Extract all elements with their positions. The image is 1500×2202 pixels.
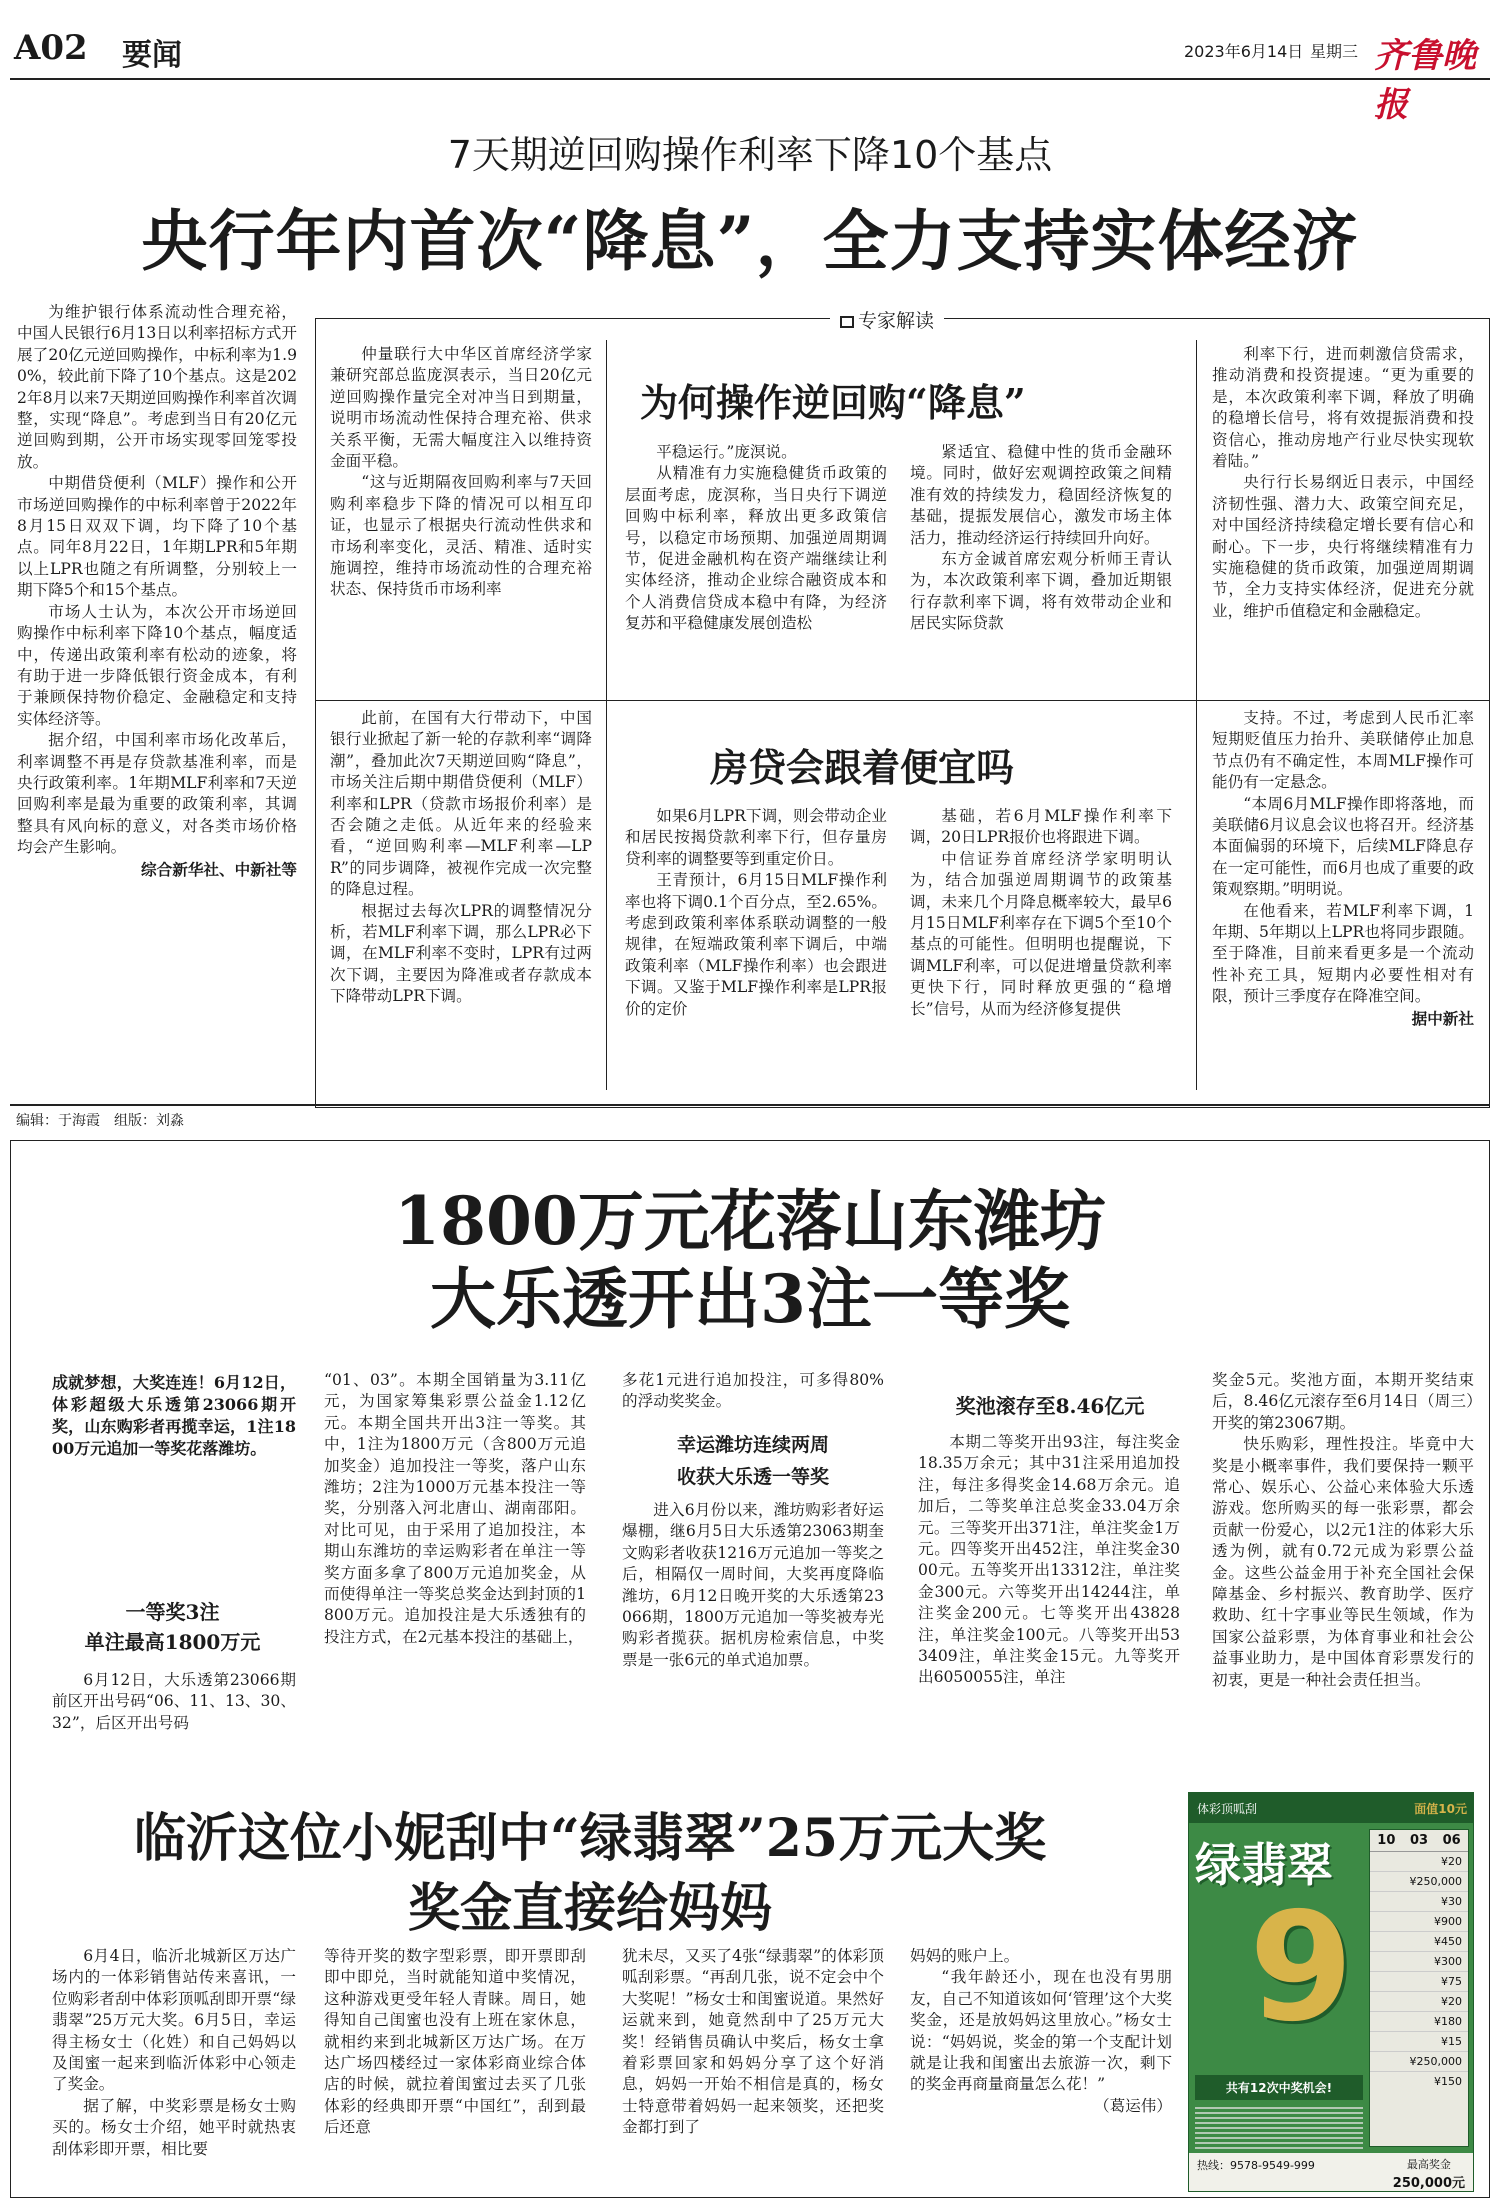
story2-col2 [324, 1370, 586, 1770]
story2-para: 快乐购彩，理性投注。毕竟中大奖是小概率事件，我们要保持一颗平常心、娱乐心、公益心来体验大乐透游戏。您所购买的每一张彩票，都会贡献一份爱心，以2元1注的体彩大乐透为例，就有0.72元成为彩票公益金。这些公益金用于补充全国社会保障基金、乡村振兴、教育助学、医疗救助、红十字事业等民生领域，作为国家公益彩票，为体育事业和社会公益事业助力，是中国体育彩票发行的初衷，更是一种社会责任担当。 [1212, 1435, 1474, 1689]
story2-col3 [622, 1500, 884, 1770]
story2-intro: 成就梦想，大奖连连！6月12日，体彩超级大乐透第23066期开奖，山东购彩者再揽幸运，1注1800万元追加一等奖花落潍坊。 [52, 1373, 296, 1458]
ticket-topbar [1189, 1793, 1474, 1823]
ticket-prize: ¥900 [1370, 1912, 1468, 1932]
ticket-brand: 体彩顶呱刮 [1197, 1802, 1258, 1816]
sub1-para: 东方金诚首席宏观分析师王青认为，本次政策利率下调，叠加近期银行存款利率下调，将有效带动企业和居民实际贷款 [910, 550, 1172, 633]
lead-source: 综合新华社、中新社等 [141, 859, 297, 879]
sub2-para: 在他看来，若MLF利率下调，1年期、5年期以上LPR也将同步跟随。至于降准，目前来看更多是一个流动性补充工具，短期内必要性相对有限，预计三季度存在降准空间。 [1212, 901, 1474, 1006]
story3-col4 [910, 1946, 1172, 2191]
editor-rule [10, 1104, 1490, 1106]
lead-paragraph: 中期借贷便利（MLF）操作和公开市场逆回购操作的中标利率曾于2022年8月15日双双下调，均下降了10个基点。同年8月22日，1年期LPR和5年期以上LPR也随之有所调整，分别较上一期下降5个和15个基点。 [17, 474, 297, 600]
story2-sub-b-1: 幸运潍坊连续两周 [676, 1434, 829, 1456]
story2-para: 多花1元进行追加投注，可多得80%的浮动奖奖金。 [622, 1371, 884, 1411]
story2-sub-a-2: 单注最高1800万元 [84, 1630, 261, 1654]
ticket-number-panel [1369, 1829, 1469, 2147]
box-divider [1196, 340, 1197, 1090]
story2-sub-b-2: 收获大乐透一等奖 [676, 1466, 829, 1488]
ticket-prize: ¥150 [1434, 2075, 1462, 2088]
story3-col2 [324, 1946, 586, 2191]
sub1-title: 为何操作逆回购“降息” [640, 380, 1026, 425]
story2-col3-top [622, 1370, 884, 1414]
ticket-footer-label: 最高奖金 [1406, 2158, 1451, 2171]
scratch-ticket-image [1188, 1792, 1474, 2192]
sub2-para: 基础，若6月MLF操作利率下调，20日LPR报价也将跟进下调。 [910, 807, 1172, 847]
sub2-para: 如果6月LPR下调，则会带动企业和居民按揭贷款利率下行，但存量房贷利率的调整要等到重定价日。 [625, 807, 887, 868]
ticket-prize: ¥250,000 [1370, 2052, 1468, 2072]
box-divider [316, 700, 1489, 701]
story2-sub-a-1: 一等奖3注 [125, 1600, 220, 1624]
ticket-fineprint [1195, 2105, 1363, 2149]
ticket-price: 面值10元 [1414, 1802, 1467, 1816]
ticket-prize: ¥20 [1370, 1992, 1468, 2012]
box-icon [840, 316, 854, 328]
ticket-footer [1189, 2153, 1474, 2192]
story1-lead [17, 302, 297, 1102]
story2-para: 6月12日，大乐透第23066期前区开出号码“06、11、13、30、32”，后区开出号码 [52, 1671, 296, 1732]
sub1-col1 [330, 344, 592, 602]
sub1-para: 紧适宜、稳健中性的货币金融环境。同时，做好宏观调控政策之间精准有效的持续发力，稳固经济恢复的基础，提振发展信心，激发市场主体活力，推动经济运行持续回升向好。 [910, 443, 1172, 547]
issue-date: 2023年6月14日 [1184, 42, 1304, 61]
paper-logo: 齐鲁晚报 [1374, 36, 1476, 125]
story3-para: 犹未尽，又买了4张“绿翡翠”的体彩顶呱刮彩票。“再刮几张，说不定会中个大奖呢！”杨女士和闺蜜说道。果然好运就来到，她竟然刮中了25万元大奖！经销售员确认中奖后，杨女士拿着彩票回家和妈妈分享了这个好消息，妈妈一开始不相信是真的，杨女士特意带着妈妈一起来领奖，还把奖金都打到了 [622, 1947, 884, 2137]
sub2-col3 [910, 806, 1172, 1092]
box-divider [606, 340, 607, 1090]
sub2-col2 [625, 806, 887, 1092]
sub2-para: “本周6月MLF操作即将落地，而美联储6月议息会议也将召开。经济基本面偏弱的环境下，后续MLF降息存在一定可能性，而6月也成了重要的政策观察期。”明明说。 [1212, 794, 1474, 899]
ticket-hotline: 热线：9578-9549-999 [1197, 2159, 1315, 2172]
ticket-prize: ¥75 [1370, 1972, 1468, 1992]
box-label-text: 专家解读 [858, 310, 935, 332]
sub1-para: “这与近期隔夜回购利率与7天回购利率稳步下降的情况可以相互印证，也显示了根据央行流动性供求和市场利率变化，灵活、精准、适时实施调控，维持市场流动性的合理充裕状态、保持货币市场利率 [330, 473, 592, 599]
story3-para: 6月4日，临沂北城新区万达广场内的一体彩销售站传来喜讯，一位购彩者刮中体彩顶呱刮即开票“绿翡翠”25万元大奖。6月5日，幸运得主杨女士（化姓）和自己妈妈以及闺蜜一起来到临沂体彩中心领走了奖金。 [52, 1947, 296, 2094]
story2-col1 [52, 1670, 296, 1770]
ticket-prize: ¥250,000 [1370, 1872, 1468, 1892]
story2-para: 进入6月份以来，潍坊购彩者好运爆棚，继6月5日大乐透第23063期奎文购彩者收获1216万元追加一等奖之后，相隔仅一周时间，大奖再度降临潍坊，6月12日晚开奖的大乐透第23066期，1800万元追加一等奖被寿光购彩者揽获。据机房检索信息，中奖票是一张6元的单式追加票。 [622, 1501, 884, 1669]
sub1-para: 利率下行，进而刺激信贷需求，推动消费和投资提速。“更为重要的是，本次政策利率下调，释放了明确的稳增长信号，将有效提振消费和投资信心，推动房地产行业尽快实现软着陆。” [1212, 345, 1474, 471]
story2-sub-c: 奖池滚存至8.46亿元 [955, 1394, 1145, 1418]
sub1-col2 [625, 442, 887, 682]
ticket-prize: ¥300 [1370, 1952, 1468, 1972]
ticket-prize: ¥450 [1370, 1932, 1468, 1952]
editor-credits: 编辑：于海霞 组版：刘淼 [16, 1113, 184, 1129]
story3-para: 据了解，中奖彩票是杨女士购买的。杨女士介绍，她平时就热衷刮体彩即开票，相比要 [52, 2096, 296, 2158]
ticket-num: 10 [1377, 1833, 1396, 1848]
sub2-para: 根据过去每次LPR的调整情况分析，若MLF利率下调，那么LPR必下调，在MLF利率不变时，LPR有过两次下调，主要因为降准或者存款成本下降带动LPR下调。 [330, 901, 592, 1006]
ticket-prize: ¥20 [1370, 1852, 1468, 1872]
story2-headline-1: 1800万元花落山东潍坊 [394, 1182, 1106, 1260]
ticket-prize: ¥30 [1370, 1892, 1468, 1912]
ticket-prize: ¥15 [1370, 2032, 1468, 2052]
lead-paragraph: 为维护银行体系流动性合理充裕，中国人民银行6月13日以利率招标方式开展了20亿元逆回购操作，中标利率为1.90%，较此前下降了10个基点。这是2022年8月以来7天期逆回购操作利率首次调整，实现“降息”。考虑到当日有20亿元逆回购到期，公开市场实现零回笼零投放。 [17, 303, 297, 471]
story2-para: “01、03”。本期全国销量为3.11亿元，为国家筹集彩票公益金1.12亿元。本期全国共开出3注一等奖。其中，1注为1800万元（含800万元追加奖金）追加投注一等奖，落户山东潍坊；2注为1000万元基本投注一等奖，分别落入河北唐山、湖南邵阳。对比可见，由于采用了追加投注，本期山东潍坊的幸运购彩者在单注一等奖方面多拿了800万元追加奖金，从而使得单注一等奖总奖金达到封顶的1800万元。追加投注是大乐透独有的投注方式，在2元基本投注的基础上， [324, 1371, 586, 1646]
sub1-col4 [1212, 344, 1474, 686]
issue-weekday: 星期三 [1310, 42, 1359, 61]
ticket-banner: 共有12次中奖机会! [1195, 2075, 1363, 2100]
sub2-para: 王青预计，6月15日MLF操作利率也将下调0.1个百分点，至2.65%。考虑到政策利率体系联动调整的一般规律，在短端政策利率下调后，中端政策利率（MLF操作利率）也会跟进下调。又鉴于MLF操作利率是LPR报价的定价 [625, 871, 887, 1018]
story2-col4 [918, 1432, 1180, 1770]
sub1-para: 从精准有力实施稳健货币政策的层面考虑，庞溟称，当日央行下调逆回购中标利率，释放出更多政策信号，以稳定市场预期、加强逆周期调节，促进金融机构在资产端继续让利实体经济，推动企业综合融资成本和个人消费信贷成本稳中有降，为经济复苏和平稳健康发展创造松 [625, 464, 887, 633]
story3-source: （葛运伟） [1094, 2096, 1172, 2115]
story3-headline-1: 临沂这位小妮刮中“绿翡翠”25万元大奖 [133, 1808, 1047, 1869]
ticket-prize: ¥180 [1370, 2012, 1468, 2032]
sub1-para: 仲量联行大中华区首席经济学家兼研究部总监庞溟表示，当日20亿元逆回购操作量完全对冲当日到期量，说明市场流动性保持合理充裕、供求关系平衡，无需大幅度注入以维持资金面平稳。 [330, 345, 592, 471]
story3-col1 [52, 1946, 296, 2191]
story3-para: 等待开奖的数字型彩票，即开票即刮即中即兑，当时就能知道中奖情况，这种游戏更受年轻人青睐。周日，她得知自己闺蜜也没有上班在家休息，就相约来到北城新区万达广场。在万达广场四楼经过一家体彩商业综合体店的时候，就拉着闺蜜过去买了几张体彩的经典即开票“中国红”，刮到最后还意 [324, 1947, 586, 2137]
story3-para: 妈妈的账户上。 [910, 1947, 1020, 1965]
story3-headline-2: 奖金直接给妈妈 [407, 1878, 772, 1939]
sub1-para: 平稳运行。”庞溟说。 [656, 443, 797, 461]
lead-paragraph: 据介绍，中国利率市场化改革后，利率调整不再是存贷款基准利率，而是央行政策利率。1年期MLF利率和7天逆回购利率是最为重要的政策利率，其调整具有风向标的意义，对各类市场价格均会产生影响。 [17, 731, 297, 857]
ticket-title: 绿翡翠 [1195, 1838, 1333, 1892]
section-name: 要闻 [122, 38, 182, 73]
story2-para: 本期二等奖开出93注，每注奖金18.35万余元；其中31注采用追加投注，每注多得奖金14.68万余元。追加后，二等奖单注总奖金33.04万余元。三等奖开出371注，单注奖金1万元。四等奖开出452注，单注奖金3000元。五等奖开出13312注，单注奖金300元。六等奖开出14244注，单注奖金200元。七等奖开出43828注，单注奖金100元。八等奖开出533409注，单注奖金15元。九等奖开出6050055注，单注 [918, 1433, 1180, 1687]
story1-kicker: 7天期逆回购操作利率下降10个基点 [447, 133, 1053, 177]
sub1-para: 央行行长易纲近日表示，中国经济韧性强、潜力大、政策空间充足，对中国经济持续稳定增长要有信心和耐心。下一步，央行将继续精准有力实施稳健的货币政策，加强逆周期调节，全力支持实体经济，促进充分就业，维护币值稳定和金融稳定。 [1212, 473, 1474, 620]
ticket-big-number: 9 [1249, 1881, 1354, 2055]
sub2-col1 [330, 708, 592, 1092]
sub2-para: 此前，在国有大行带动下，中国银行业掀起了新一轮的存款利率“调降潮”，叠加此次7天期逆回购“降息”，市场关注后期中期借贷便利（MLF）利率和LPR（贷款市场报价利率）是否会随之走低。从近年来的经验来看，“逆回购利率—MLF利率—LPR”的同步调降，被视作完成一次完整的降息过程。 [330, 709, 592, 899]
story1-headline: 央行年内首次“降息”，全力支持实体经济 [141, 202, 1359, 280]
sub2-source: 据中新社 [1411, 1008, 1474, 1028]
sub2-title: 房贷会跟着便宜吗 [710, 745, 1015, 790]
story2-headline-2: 大乐透开出3注一等奖 [430, 1260, 1070, 1338]
ticket-num: 06 [1442, 1833, 1461, 1848]
page-number: A02 [14, 28, 88, 68]
header-rule [10, 78, 1490, 80]
sub1-col3 [910, 442, 1172, 682]
sub2-para: 支持。不过，考虑到人民币汇率短期贬值压力抬升、美联储停止加息节点仍有不确定性，本周MLF操作可能仍有一定悬念。 [1212, 709, 1474, 792]
story2-col5 [1212, 1370, 1474, 1770]
sub2-col4 [1212, 708, 1474, 1094]
expert-box-label [830, 306, 944, 333]
lead-paragraph: 市场人士认为，本次公开市场逆回购操作中标利率下降10个基点，幅度适中，传递出政策利率有松动的迹象，将有助于进一步降低银行资金成本，有利于兼顾保持物价稳定、金融稳定和支持实体经济等。 [17, 602, 297, 728]
story3-para: “我年龄还小，现在也没有男朋友，自己不知道该如何‘管理’这个大奖奖金，还是放妈妈这里放心。”杨女士说：“妈妈说，奖金的第一个支配计划就是让我和闺蜜出去旅游一次，剩下的奖金再商量商量怎么花！” [910, 1968, 1172, 2094]
ticket-nums-row [1370, 1830, 1468, 1852]
story2-para: 奖金5元。奖池方面，本期开奖结束后，8.46亿元滚存至6月14日（周三）开奖的第23067期。 [1212, 1371, 1474, 1432]
story3-col3 [622, 1946, 884, 2191]
ticket-footer-value: 250,000元 [1392, 2176, 1465, 2191]
sub2-para: 中信证券首席经济学家明明认为，结合加强逆周期调节的政策基调，未来几个月降息概率较大，最早6月15日MLF利率存在下调5个至10个基点的可能性。但明明也提醒说，下调MLF利率，可以促进增量贷款利率更快下行，同时释放更强的“稳增长”信号，从而为经济修复提供 [910, 849, 1172, 1018]
ticket-num: 03 [1409, 1833, 1429, 1848]
